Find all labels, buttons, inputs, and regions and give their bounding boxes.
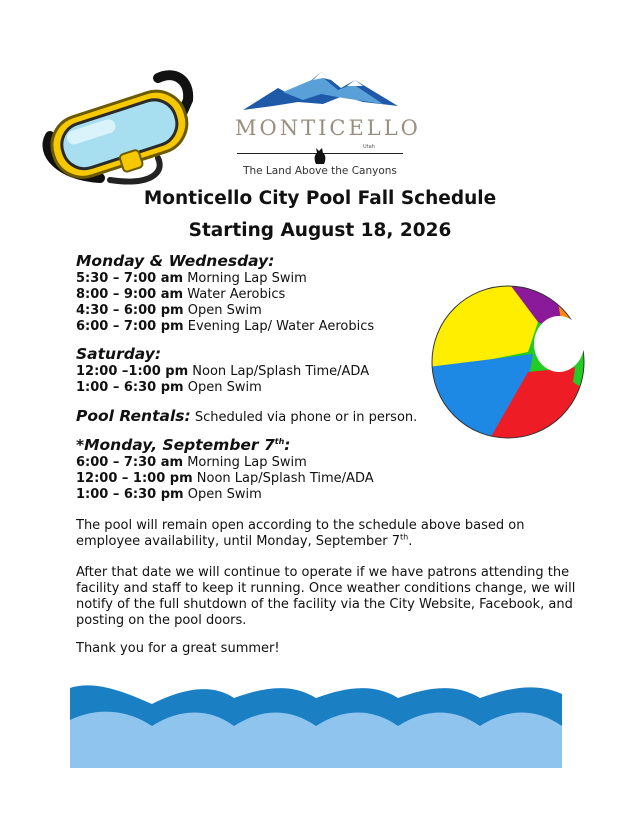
logo-tagline: The Land Above the Canyons [243,165,397,177]
activity: Open Swim [187,380,262,395]
section-heading: Pool Rentals: [76,407,191,425]
activity: Water Aerobics [187,287,286,302]
activity: Noon Lap/Splash Time/ADA [192,364,370,379]
mountains-icon [243,66,398,114]
page-title: Monticello City Pool Fall Schedule [143,188,497,209]
schedule-row [76,487,556,503]
activity: Evening Lap/ Water Aerobics [187,319,375,334]
time-range: 4:30 – 6:00 pm [76,303,184,318]
logo-wordmark: MONTICELLO [235,116,421,140]
section-labor-day [76,436,556,503]
beach-ball-icon [428,282,588,442]
activity: Open Swim [187,303,262,318]
section-heading: *Monday, September 7th: [76,436,291,454]
schedule-row [76,471,556,487]
paragraph-thanks: Thank you for a great summer! [76,641,280,656]
paragraph-shutdown: After that date we will continue to operate if we have patrons attending the facility and staff to keep it running. Once weather conditions change, we will notify of the full shutdown of the facility via the City Website, Facebook, and posting on the pool doors. [76,565,576,628]
city-logo [235,66,421,184]
water-waves-icon [70,684,562,768]
paragraph-availability: The pool will remain open according to the schedule above based on employee availability, until Monday, September 7th. [76,518,525,549]
logo-state: Utah [363,144,375,150]
section-heading: Monday & Wednesday: [76,252,275,270]
dog-silhouette-icon [311,146,329,166]
time-range: 5:30 – 7:00 am [76,271,184,286]
activity: Morning Lap Swim [187,271,307,286]
time-range: 6:00 – 7:30 am [76,455,184,470]
page-subtitle: Starting August 18, 2026 [188,220,452,241]
activity: Open Swim [187,487,262,502]
time-range: 8:00 – 9:00 am [76,287,184,302]
snorkel-mask-icon [40,58,200,188]
time-range: 1:00 – 6:30 pm [76,487,184,502]
section-heading: Saturday: [76,345,162,363]
activity: Morning Lap Swim [187,455,307,470]
activity: Noon Lap/Splash Time/ADA [196,471,374,486]
time-range: 1:00 – 6:30 pm [76,380,184,395]
schedule-row [76,455,556,471]
time-range: 6:00 – 7:00 pm [76,319,184,334]
rental-text: Scheduled via phone or in person. [194,410,418,425]
time-range: 12:00 – 1:00 pm [76,471,193,486]
time-range: 12:00 –1:00 pm [76,364,189,379]
